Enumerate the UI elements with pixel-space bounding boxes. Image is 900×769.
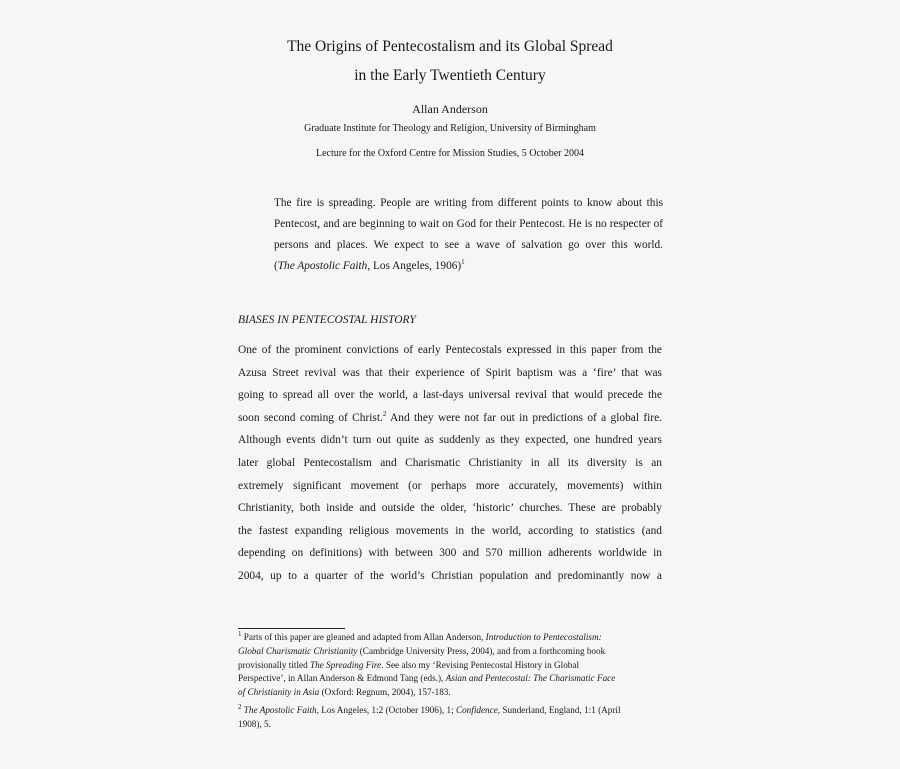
body-line: Although events didn’t turn out quite as suddenly as they expected, one hundred years	[238, 434, 662, 447]
body-line: Christianity, both inside and outside the older, ‘historic’ churches. These are probably	[238, 502, 662, 515]
citation-source: The Apostolic Faith	[277, 260, 368, 272]
lecture-info: Lecture for the Oxford Centre for Mission Studies, 5 October 2004	[316, 148, 584, 159]
epigraph-quote	[274, 193, 663, 277]
body-line: Azusa Street revival was that their experience of Spirit baptism was a ‘fire’ that was	[238, 366, 662, 379]
title-line-2: in the Early Twentieth Century	[354, 67, 546, 84]
section-heading: BIASES IN PENTECOSTAL HISTORY	[238, 314, 416, 326]
title-line-1: The Origins of Pentecostalism and its Global Spread	[287, 38, 613, 55]
epigraph-citation: (The Apostolic Faith, Los Angeles, 1906)$^1$	[274, 258, 465, 272]
body-line: the fastest expanding religious movements in the world, according to statistics (and	[238, 524, 662, 537]
body-line: extremely significant movement (or perhaps more accurately, movements) within	[238, 479, 662, 492]
author-name: Allan Anderson	[412, 102, 488, 116]
epigraph-line: Pentecost, and are beginning to wait on God for their Pentecost. He is no respecter of	[274, 218, 663, 230]
body-line: One of the prominent convictions of early Pentecostals expressed in this paper from the	[238, 344, 662, 356]
body-line: going to spread all over the world, a last-days universal revival that would precede the	[238, 389, 662, 402]
footnote-2: $^2$ The Apostolic Faith, Los Angeles, 1:2 (October 1906), 1; Confidence, Sunderland, England, 1:1 (April 1908), 5.	[238, 702, 621, 729]
body-line: 2004, up to a quarter of the world’s Christian population and predominantly now a	[238, 570, 662, 582]
footnote-divider	[238, 628, 345, 629]
epigraph-line: persons and places. We expect to see a wave of salvation go over this world.	[274, 239, 663, 251]
body-line: soon second coming of Christ.$^2$ And they were not far out in predictions of a global fire.	[238, 410, 662, 424]
body-line: depending on definitions) with between 300 and 570 million adherents worldwide in	[238, 547, 662, 560]
footnote-1: $^1$ Parts of this paper are gleaned and adapted from Allan Anderson, Introduction to Pentecostalism: Global Charismatic Christianity (Cambridge University Press, 2004), and from a forthcoming book provisionally titled The Spreading Fire. See also my ‘Revising Pentecostal History in Global Perspective’, in Allan Anderson & Edmond Tang (eds.), Asian and Pentecostal: The Charismatic Face of Christianity in Asia (Oxford: Regnum, 2004), 157-183.	[238, 629, 616, 698]
footnote-ref-2[interactable]: 2	[382, 410, 387, 418]
epigraph-line: The fire is spreading. People are writing from different points to know about this	[274, 197, 663, 209]
author-affiliation: Graduate Institute for Theology and Religion, University of Birmingham	[304, 123, 596, 134]
footnote-ref-1[interactable]: 1	[461, 258, 465, 267]
body-line: later global Pentecostalism and Charismatic Christianity in all its diversity is an	[238, 457, 662, 469]
